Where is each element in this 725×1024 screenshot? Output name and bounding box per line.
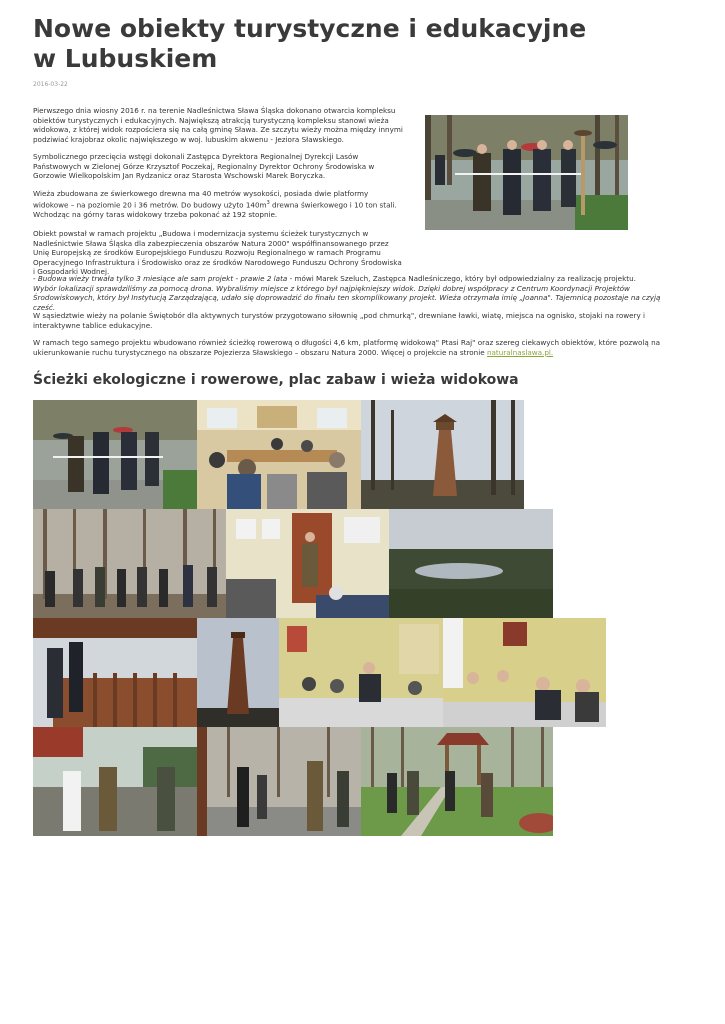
gallery-photo-meeting-room[interactable] xyxy=(197,400,361,509)
gallery-photo-lake-view[interactable] xyxy=(389,509,553,618)
gallery-photo-tower-platform[interactable] xyxy=(33,618,197,727)
gallery-photo-conference-2[interactable] xyxy=(443,618,606,727)
ribbon-cutting-photo[interactable] xyxy=(425,115,628,230)
gallery-photo-tower-forest[interactable] xyxy=(361,400,524,509)
paragraph-tower-specs: Wieża zbudowana ze świerkowego drewna ma 40 metrów wysokości, posiada dwie platformy widokowe – na poziomie 20 i 36 metrów. Do budowy użyto $140m^3$ drewna świerkowego i 10 ton stali. Wchodząc na górny taras widokowy trzeba pokonać aż 192 stopnie. xyxy=(33,189,397,219)
paragraph-quote: - Budowa wieży trwała tylko 3 miesiące ale sam projekt - prawie 2 lata - mówi Marek Szeluch, Zastępca Nadleśniczego, który był odpowiedzialny za realizację projektu. Wybór lokalizacji sprawdziliśmy za pomocą drona. Wybraliśmy miejsce z którego był najpiękniejszy widok. Dzięki dobrej współpracy z Centrum Koordynacji Projektów Środowiskowych, który był Instytucją Zarządzającą, udało się doprowadzić do finału ten skomplikowany projekt. Wieża otrzymała imię „Joanna". Tajemnicą pozostaje na czyją cześć. xyxy=(33,274,661,312)
gallery-photo-shelter[interactable] xyxy=(361,727,553,836)
gallery-photo-tower-dusk[interactable] xyxy=(197,618,279,727)
project-website-link[interactable]: naturalnaslawa.pl. xyxy=(486,347,554,357)
gallery-photo-ceremony-crowd[interactable] xyxy=(197,727,361,836)
gallery-photo-ribbon[interactable] xyxy=(33,400,197,509)
gallery-heading: Ścieżki ekologiczne i rowerowe, plac zabaw i wieża widokowa xyxy=(33,372,519,388)
gallery-photo-presentation[interactable] xyxy=(226,509,389,618)
paragraph-ribbon-cutting: Symbolicznego przecięcia wstęgi dokonali Zastępca Dyrektora Regionalnej Dyrekcji Lasów Państwowych w Zielonej Górze Krzysztof Poczekaj, Regionalny Dyrektor Ochrony Środowiska w Gorzowie Wielkopolskim Jan Rydzanicz oraz Starosta Wschowski Marek Boryczka. xyxy=(33,152,375,181)
page-title: Nowe obiekty turystyczne i edukacyjne w Lubuskiem xyxy=(33,14,587,73)
gallery-photo-blessing[interactable] xyxy=(33,727,197,836)
paragraph-bike-path: W ramach tego samego projektu wbudowano również ścieżkę rowerową o długości 4,6 km, platformę widokową" Ptasi Raj" oraz szereg ciekawych obiektów, które pozwolą na ukierunkowanie ruchu turystycznego na obszarze Pojezierza Sławskiego – obszaru Natura 2000. Więcej o projekcie na stronie naturalnaslawa.pl. xyxy=(33,338,661,357)
publish-date: 2016-03-22 xyxy=(33,81,68,88)
paragraph-intro: Pierwszego dnia wiosny 2016 r. na terenie Nadleśnictwa Sława Śląska dokonano otwarcia kompleksu obiektów turystycznych i edukacyjnych. Największą atrakcją turystyczną kompleksu stanowi wieża widokowa, z której widok rozpościera się na całą gminę Sława. Ze szczytu wieży można między innymi podziwiać krajobraz okolic największego w woj. lubuskim akwenu - Jeziora Sławskiego. xyxy=(33,106,403,144)
gallery-photo-forest-walk[interactable] xyxy=(33,509,226,618)
paragraph-project: Obiekt powstał w ramach projektu „Budowa i modernizacja systemu ścieżek turystycznych w Nadleśnictwie Sława Śląska dla zabezpieczenia obszarów Natura 2000" współfinansowanego przez Unię Europejską ze środków Europejskiego Funduszu Rozwoju Regionalnego w ramach Programu Operacyjnego Infrastruktura i Środowisko oraz ze środków Narodowego Funduszu Ochrony Środowiska i Gospodarki Wodnej. xyxy=(33,229,402,277)
paragraph-amenities: W sąsiedztwie wieży na polanie Świętobór dla aktywnych turystów przygotowano siłownię „pod chmurką", drewniane ławki, wiatę, miejsca na ognisko, stojaki na rowery i interaktywne tablice edukacyjne. xyxy=(33,311,646,330)
gallery-photo-conference-1[interactable] xyxy=(279,618,443,727)
